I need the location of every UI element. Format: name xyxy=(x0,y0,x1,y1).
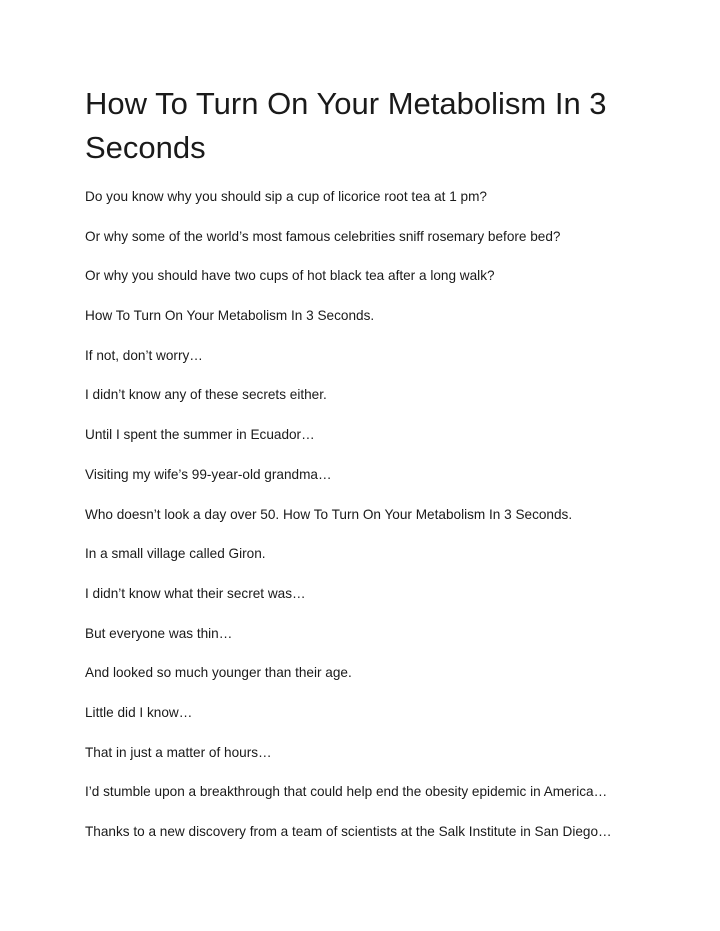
paragraph: That in just a matter of hours… xyxy=(85,744,272,760)
paragraph: Little did I know… xyxy=(85,704,193,720)
paragraph: But everyone was thin… xyxy=(85,625,233,641)
paragraph: Or why some of the world’s most famous celebrities sniff rosemary before bed? xyxy=(85,228,561,244)
paragraph: Visiting my wife’s 99-year-old grandma… xyxy=(85,466,332,482)
paragraph: I didn’t know any of these secrets either. xyxy=(85,387,327,403)
paragraph: Until I spent the summer in Ecuador… xyxy=(85,427,315,443)
paragraph: In a small village called Giron. xyxy=(85,546,266,562)
paragraph: I’d stumble upon a breakthrough that could help end the obesity epidemic in America… xyxy=(85,784,608,800)
paragraph: And looked so much younger than their age. xyxy=(85,665,352,681)
document-title: How To Turn On Your Metabolism In 3 Seconds xyxy=(85,86,607,165)
paragraph: I didn’t know what their secret was… xyxy=(85,585,306,601)
paragraph: Who doesn’t look a day over 50. How To Turn On Your Metabolism In 3 Seconds. xyxy=(85,506,573,522)
paragraph: How To Turn On Your Metabolism In 3 Seconds. xyxy=(85,308,375,324)
paragraph-list xyxy=(85,187,645,862)
paragraph: Thanks to a new discovery from a team of scientists at the Salk Institute in San Diego… xyxy=(85,824,612,839)
paragraph: Do you know why you should sip a cup of licorice root tea at 1 pm? xyxy=(85,189,487,204)
paragraph: Or why you should have two cups of hot black tea after a long walk? xyxy=(85,268,495,284)
paragraph: If not, don’t worry… xyxy=(85,347,203,363)
